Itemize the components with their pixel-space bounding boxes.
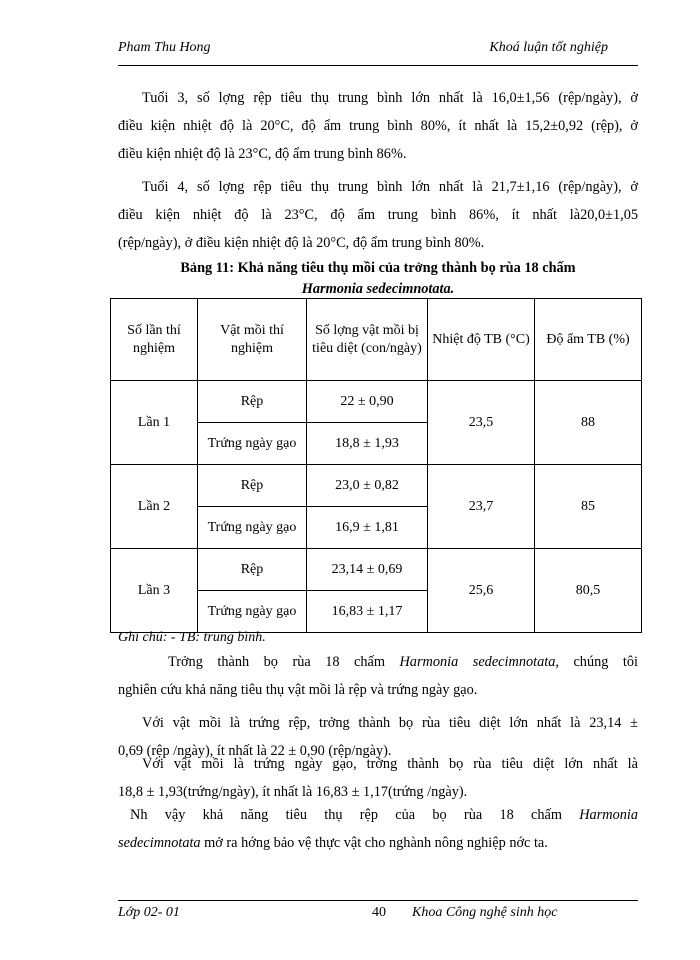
header-prey: Vật mồi thí nghiệm — [198, 299, 307, 381]
trial-label: Lần 1 — [111, 381, 198, 465]
prey-cell: Trứng ngày gạo — [198, 591, 307, 633]
text-line — [118, 829, 638, 857]
text-segment: Trởng thành bọ rùa 18 chấm — [168, 654, 400, 670]
page-number: 40 — [372, 905, 386, 920]
caption-species: Harmonia sedecimnotata. — [301, 281, 455, 297]
header-trial: Số lần thí nghiệm — [111, 299, 198, 381]
text-line: nghiên cứu khả năng tiêu thụ vật mồi là rệp và trứng ngày gạo. — [118, 682, 478, 698]
text-line: Tuổi 3, số lợng rệp tiêu thụ trung bình lớn nhất là 16,0±1,56 (rệp/ngày), ở — [142, 90, 638, 106]
humidity-cell: 85 — [535, 465, 642, 549]
temp-cell: 23,5 — [428, 381, 535, 465]
paragraph-age4 — [118, 173, 638, 257]
header-rule — [118, 65, 638, 66]
table-note: Ghi chú: - TB: trung bình. — [118, 630, 266, 645]
text-line — [118, 648, 638, 676]
trial-label: Lần 2 — [111, 465, 198, 549]
text-segment: mở ra hớng bảo vệ thực vật cho nghành nông nghiệp nớc ta. — [200, 835, 548, 851]
text-line — [118, 801, 638, 829]
species-name: sedecimnotata — [118, 835, 201, 851]
text-line: Với vật mồi là trứng rệp, trởng thành bọ rùa tiêu diệt lớn nhất là 23,14 ± — [142, 715, 638, 731]
paragraph-egg-prey — [118, 750, 638, 806]
table-row — [111, 381, 642, 423]
table-row — [111, 549, 642, 591]
trial-label: Lần 3 — [111, 549, 198, 633]
text-line: Tuổi 4, số lợng rệp tiêu thụ trung bình lớn nhất là 21,7±1,16 (rệp/ngày), ở — [142, 179, 638, 195]
text-line: điều kiện nhiệt độ là 23°C, độ ẩm trung bình 86%, ít nhất là20,0±1,05 — [118, 207, 638, 223]
header-doc-type: Khoá luận tốt nghiệp — [489, 40, 608, 55]
footer-rule — [118, 900, 638, 901]
count-cell: 16,83 ± 1,17 — [307, 591, 428, 633]
text-segment: , chúng tôi — [555, 654, 638, 670]
temp-cell: 23,7 — [428, 465, 535, 549]
temp-cell: 25,6 — [428, 549, 535, 633]
text-line: điều kiện nhiệt độ là 20°C, độ ẩm trung bình 80%, ít nhất là 15,2±0,92 (rệp), ở — [118, 118, 638, 134]
text-segment: Nh vậy khả năng tiêu thụ rệp của bọ rùa 18 chấm — [130, 807, 580, 823]
prey-cell: Rệp — [198, 381, 307, 423]
text-line: điều kiện nhiệt độ là 23°C, độ ẩm trung bình 86%. — [118, 146, 407, 162]
count-cell: 16,9 ± 1,81 — [307, 507, 428, 549]
paragraph-age3 — [118, 84, 638, 168]
prey-cell: Trứng ngày gạo — [198, 507, 307, 549]
footer-class: Lớp 02- 01 — [118, 905, 180, 920]
text-line: (rệp/ngày), ở điều kiện nhiệt độ là 20°C, độ ẩm trung bình 80%. — [118, 235, 485, 251]
header-humidity: Độ ẩm TB (%) — [535, 299, 642, 381]
caption-line: Bảng 11: Khả năng tiêu thụ mồi của trởng thành bọ rùa 18 chấm — [180, 260, 576, 276]
species-name: Harmonia sedecimnotata — [399, 654, 556, 670]
prey-cell: Rệp — [198, 465, 307, 507]
humidity-cell: 88 — [535, 381, 642, 465]
count-cell: 23,14 ± 0,69 — [307, 549, 428, 591]
paragraph-conclusion — [118, 801, 638, 857]
table-caption — [118, 258, 638, 300]
data-table — [110, 298, 642, 633]
prey-cell: Rệp — [198, 549, 307, 591]
text-line: 18,8 ± 1,93(trứng/ngày), ít nhất là 16,83 ± 1,17(trứng /ngày). — [118, 784, 468, 800]
text-line: Với vật mồi là trứng ngày gạo, trởng thành bọ rùa tiêu diệt lớn nhất là — [142, 756, 638, 772]
table-header-row — [111, 299, 642, 381]
header-temperature: Nhiệt độ TB (°C) — [428, 299, 535, 381]
humidity-cell: 80,5 — [535, 549, 642, 633]
count-cell: 18,8 ± 1,93 — [307, 423, 428, 465]
count-cell: 22 ± 0,90 — [307, 381, 428, 423]
table-row — [111, 465, 642, 507]
paragraph-adult-feeding — [118, 648, 638, 704]
species-name: Harmonia — [579, 807, 638, 823]
prey-cell: Trứng ngày gạo — [198, 423, 307, 465]
footer-faculty: Khoa Công nghệ sinh học — [412, 905, 558, 920]
text-line: 0,69 (rệp /ngày), ít nhất là 22 ± 0,90 (rệp/ngày). — [118, 743, 392, 759]
count-cell: 23,0 ± 0,82 — [307, 465, 428, 507]
header-author: Pham Thu Hong — [118, 40, 211, 55]
header-count: Số lợng vật mồi bị tiêu diệt (con/ngày) — [307, 299, 428, 381]
